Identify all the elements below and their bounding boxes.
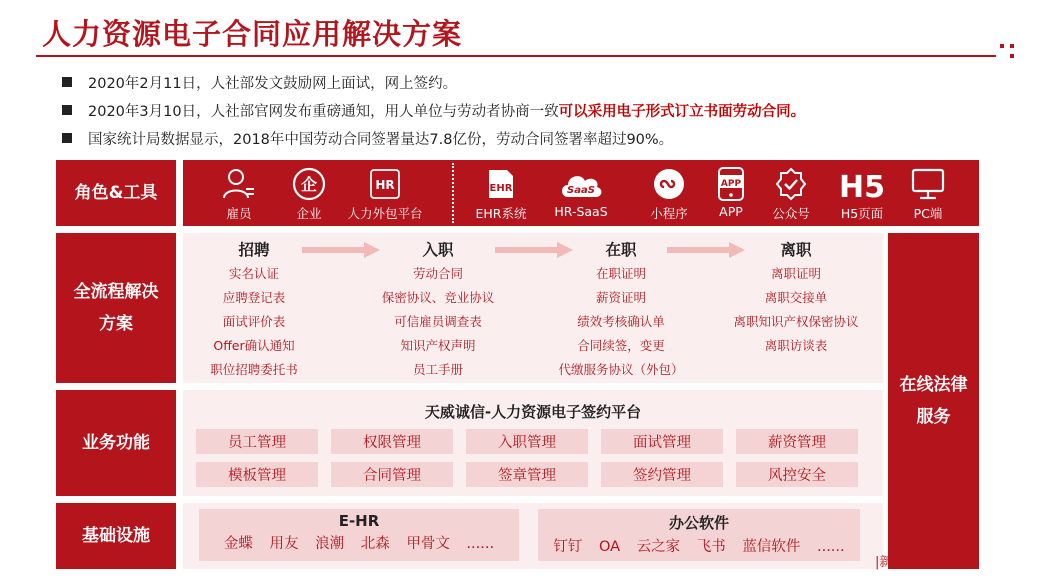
online-legal-service [888,233,979,569]
row-label-business: 业务功能 [56,390,176,496]
ehr-system-icon [484,167,518,201]
tool-label: 小程序 [650,206,688,221]
stage-item: 实名认证 [228,266,279,281]
bullet-square-icon [62,77,72,87]
tool-label: 企业 [296,206,322,221]
stage-item: 可信雇员调查表 [394,314,482,329]
service-label-line: 服务 [916,407,951,427]
svg-text:HR: HR [375,178,395,192]
stage-item: 绩效考核确认单 [577,314,665,329]
function-seal-management: 签章管理 [466,462,588,487]
svg-text:APP: APP [720,179,742,189]
function-permission-management: 权限管理 [331,429,453,454]
stage-title: 入职 [422,241,454,259]
tool-label: 雇员 [226,206,252,221]
svg-text:H5: H5 [839,170,885,205]
stage-item: 代缴服务协议（外包） [558,362,684,377]
stage-item: 薪资证明 [595,290,646,305]
stage-item: 应聘登记表 [222,290,286,305]
stage-resignation [726,238,866,354]
tools-bar [183,160,979,226]
row-label-infrastructure: 基础设施 [56,503,176,569]
infra-office-items: 钉钉 OA 云之家 飞书 蓝信软件 ...... [553,539,845,555]
h5-icon [839,167,885,205]
svg-text:企: 企 [300,175,318,194]
infra-ehr-title: E-HR [338,512,380,530]
bullet-item [62,100,805,121]
stage-item: 合同续签，变更 [577,338,665,353]
pc-monitor-icon [910,167,946,201]
infra-ehr-box [199,509,519,561]
stage-recruitment [194,238,314,378]
tool-pc [888,160,968,226]
function-employee-management: 员工管理 [196,429,318,454]
bullet-text: 2020年3月10日，人社部官网发布重磅通知，用人单位与劳动者协商一致 [88,104,559,120]
bullet-text: 2020年2月11日，人社部发文鼓励网上面试，网上签约。 [88,76,458,92]
tool-official-account [751,160,831,226]
stage-item: 在职证明 [595,266,646,281]
footer-partial-text: |新 绝信任 [875,555,936,570]
app-icon [714,167,748,201]
function-risk-security: 风控安全 [736,462,858,487]
function-salary-management: 薪资管理 [736,429,858,454]
function-template-management: 模板管理 [196,462,318,487]
saas-cloud-icon [558,167,604,201]
stage-item: Offer确认通知 [213,338,295,353]
row-label-full-process [56,233,176,383]
tools-divider [452,163,454,223]
function-onboarding-management: 入职管理 [466,429,588,454]
platform-title: 天威诚信-人力资源电子签约平台 [424,403,642,421]
bullet-item [62,128,673,149]
tool-label: 公众号 [772,206,810,221]
tool-label: PC端 [913,206,943,221]
infra-ehr-items: 金蝶 用友 浪潮 北森 甲骨文 ...... [223,536,495,552]
function-interview-management: 面试管理 [601,429,723,454]
stage-item: 离职证明 [770,266,821,281]
row-label-roles-tools: 角色&工具 [56,160,176,226]
tool-enterprise [269,160,349,226]
stage-employed [556,238,686,378]
tool-label: 人力外包平台 [347,206,423,221]
tool-hr-outsourcing [344,160,426,226]
tool-ehr-system [461,160,541,226]
hr-outsourcing-icon [368,167,402,201]
stage-item: 离职交接单 [764,290,828,305]
svg-text:EHR: EHR [489,183,513,194]
bullet-highlight-text: 可以采用电子形式订立书面劳动合同。 [558,104,806,120]
row-label-line: 全流程解决 [73,282,159,302]
tool-label: APP [719,204,743,219]
stage-item: 职位招聘委托书 [210,362,298,377]
stage-title: 在职 [605,241,637,259]
title-divider [36,55,996,57]
stage-item: 保密协议、竞业协议 [381,290,495,305]
enterprise-icon [292,167,326,201]
page-title: 人力资源电子合同应用解决方案 [42,17,463,51]
row-label-line: 方案 [99,314,133,334]
stage-title: 离职 [780,241,812,259]
stage-item: 离职知识产权保密协议 [733,314,859,329]
bullet-item [62,72,457,93]
decorative-dots-icon [1000,42,1020,62]
official-account-icon [774,167,808,201]
infra-office-title: 办公软件 [668,514,729,532]
bullet-text: 国家统计局数据显示，2018年中国劳动合同签署量达7.8亿份，劳动合同签署率超过90%。 [88,132,674,148]
tool-hr-saas [541,160,621,226]
stage-title: 招聘 [238,241,270,259]
tool-label: H5页面 [840,206,884,221]
stage-item: 面试评价表 [222,314,286,329]
service-label-line: 在线法律 [899,375,968,395]
employee-icon [222,167,256,201]
tool-label: HR-SaaS [554,204,608,219]
svg-text:SaaS: SaaS [567,185,595,196]
bullet-square-icon [62,133,72,143]
stage-item: 劳动合同 [412,266,463,281]
tool-label: EHR系统 [475,206,527,221]
infra-office-box [538,509,860,561]
stage-onboarding [368,238,508,378]
function-contract-management: 合同管理 [331,462,453,487]
stage-item: 离职访谈表 [764,338,828,353]
stage-item: 知识产权声明 [400,338,476,353]
stage-item: 员工手册 [412,362,463,377]
tool-employee [199,160,279,226]
function-signing-management: 签约管理 [601,462,723,487]
bullet-square-icon [62,105,72,115]
mini-program-icon [652,167,686,201]
